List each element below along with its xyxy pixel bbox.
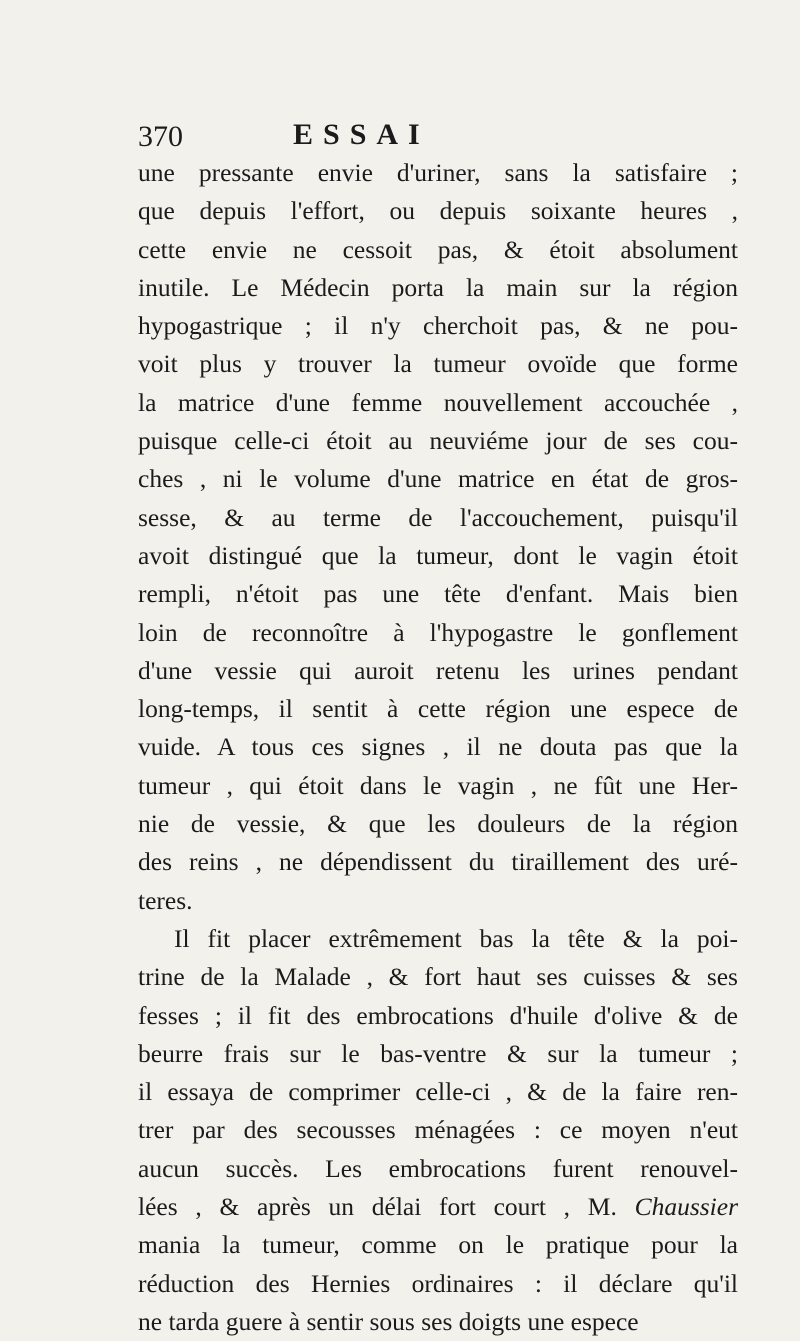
text-line: trine de la Malade , & fort haut ses cuisses & ses: [138, 962, 738, 992]
text-line: loin de reconnoître à l'hypogastre le gonflement: [138, 617, 738, 647]
body-text: [138, 154, 738, 1341]
text-line: il essaya de comprimer celle-ci , & de la faire ren-: [138, 1077, 738, 1107]
text-line: que depuis l'effort, ou depuis soixante heures ,: [138, 196, 738, 226]
text-line: puisque celle-ci étoit au neuviéme jour de ses cou-: [138, 426, 738, 456]
text-line: ches , ni le volume d'une matrice en état de gros-: [138, 464, 738, 494]
text-line: trer par des secousses ménagées : ce moyen n'eut: [138, 1115, 738, 1145]
text-line: sesse, & au terme de l'accouchement, puisqu'il: [138, 502, 738, 532]
text-line: Il fit placer extrêmement bas la tête & la poi-: [174, 923, 738, 953]
text-line-with-name: [138, 1188, 738, 1226]
person-name: Chaussier: [634, 1192, 739, 1222]
running-head: ESSAI: [293, 118, 430, 151]
text-line: mania la tumeur, comme on le pratique pour la: [138, 1230, 738, 1260]
text-line: la matrice d'une femme nouvellement accouchée ,: [138, 387, 738, 417]
text-line: inutile. Le Médecin porta la main sur la région: [138, 272, 738, 302]
text-line: teres.: [138, 885, 193, 915]
text-line: long-temps, il sentit à cette région une espece de: [138, 694, 738, 724]
text-line: avoit distingué que la tumeur, dont le vagin étoit: [138, 540, 738, 570]
text-line: voit plus y trouver la tumeur ovoïde que forme: [138, 349, 738, 379]
text-line: d'une vessie qui auroit retenu les urines pendant: [138, 655, 738, 685]
text-fragment: lées , & après un délai fort court , M.: [138, 1192, 617, 1222]
text-line: ne tarda guere à sentir sous ses doigts une espece: [138, 1306, 639, 1336]
text-line: nie de vessie, & que les douleurs de la région: [138, 809, 738, 839]
text-line: vuide. A tous ces signes , il ne douta pas que la: [138, 732, 738, 762]
text-line: aucun succès. Les embrocations furent renouvel-: [138, 1153, 738, 1183]
text-line: des reins , ne dépendissent du tiraillement des uré-: [138, 847, 738, 877]
page-number: 370: [138, 120, 183, 153]
text-line: beurre frais sur le bas-ventre & sur la tumeur ;: [138, 1038, 738, 1068]
text-line: réduction des Hernies ordinaires : il déclare qu'il: [138, 1268, 738, 1298]
text-line: rempli, n'étoit pas une tête d'enfant. Mais bien: [138, 579, 738, 609]
text-line: tumeur , qui étoit dans le vagin , ne fût une Her-: [138, 770, 738, 800]
text-line: fesses ; il fit des embrocations d'huile d'olive & de: [138, 1000, 738, 1030]
text-line: hypogastrique ; il n'y cherchoit pas, & ne pou-: [138, 311, 738, 341]
text-line: une pressante envie d'uriner, sans la satisfaire ;: [138, 158, 738, 187]
text-line: cette envie ne cessoit pas, & étoit absolument: [138, 234, 738, 264]
